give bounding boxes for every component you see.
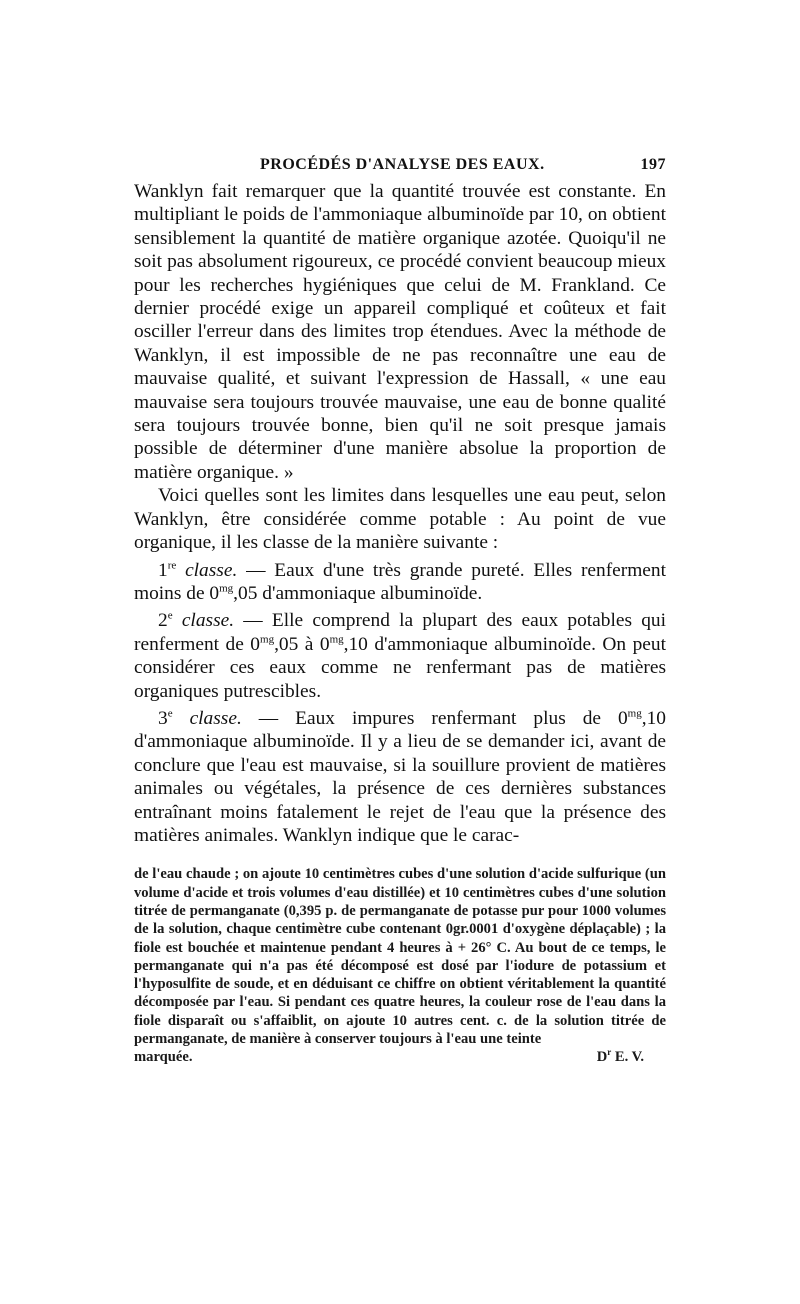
paragraph-wanklyn-method: Wanklyn fait remarquer que la quantité trouvée est constante. En multipliant le poids de l'ammoniaque albuminoïde par 10, on obtient sensiblement la quantité de matière organique azotée. Quoiqu'il ne soit pas absolument rigoureux, ce procédé convient beaucoup mieux pour les recherches hygiéniques que celui de M. Frankland. Ce dernier procédé exige un appareil compliqué et coûteux et fait osciller l'erreur dans des limites trop étendues. Avec la méthode de Wanklyn, il est impossible de ne pas reconnaître une eau de mauvaise qualité, et suivant l'expression de Hassall, « une eau mauvaise sera toujours trouvée mauvaise, une eau de bonne qualité sera toujours trouvée bonne, bien qu'il ne soit presque jamais possible de déterminer d'une manière absolue la proportion de matière organique. »: [134, 181, 666, 483]
signature-prefix: D: [596, 1049, 608, 1066]
footnote-last-word: marquée.: [134, 1049, 193, 1066]
class-number: 2: [158, 610, 168, 632]
unit-superscript: mg: [260, 633, 275, 646]
class-text: ,10 d'ammoniaque albuminoïde. On peut considérer ces eaux comme ne renfermant pas de matières organiques putrescibles.: [134, 633, 666, 702]
class-text: — Eaux d'une très grande pureté. Elles renferment moins de 0: [134, 559, 666, 604]
class-text: ,05 d'ammoniaque albuminoïde.: [233, 582, 483, 604]
signature-superscript: r: [607, 1047, 612, 1058]
signature-initials: E. V.: [611, 1049, 644, 1066]
book-page: [134, 150, 666, 1067]
footnote: [134, 865, 666, 1066]
class-ordinal-suffix: e: [167, 707, 173, 720]
class-label: classe.: [181, 610, 235, 632]
class-label: classe.: [185, 559, 238, 581]
page-number: 197: [640, 156, 666, 173]
unit-superscript: mg: [329, 633, 344, 646]
running-header: [134, 150, 666, 180]
unit-superscript: mg: [627, 707, 642, 720]
class-text: — Eaux impures renfermant plus de 0: [241, 707, 628, 729]
class-text: ,05 à 0: [274, 633, 330, 655]
class-label: classe.: [189, 707, 242, 729]
main-text: [134, 180, 666, 847]
footnote-signature: [597, 1048, 666, 1066]
footnote-text: de l'eau chaude ; on ajoute 10 centimètres cubes d'une solution d'acide sulfurique (un volume d'acide et trois volumes d'eau distillée) et 10 centimètres cubes d'une solution titrée de permanganate (0,395 p. de permanganate de potasse pur pour 1000 volumes de la solution, chaque centimètre cube contenant 0gr.0001 d'oxygène déplaçable) ; la fiole est bouchée et maintenue pendant 4 heures à + 26° C. Au bout de ce temps, le permanganate qui n'a pas été décomposé est dosé par l'iodure de potassium et l'hyposulfite de soude, et en déduisant ce chiffre on obtient véritablement la quantité décomposée par l'eau. Si pendant ces quatre heures, la couleur rose de l'eau dans la fiole disparaît ou s'affaiblit, on ajoute 10 autres cent. c. de la solution titrée de permanganate, de manière à conserver toujours à l'eau une teinte: [134, 866, 666, 1048]
class-text: ,10 d'ammoniaque albuminoïde. Il y a lieu de se demander ici, avant de conclure que l'eau est mauvaise, si la souillure provient de matières animales ou végétales, la présence de ces dernières substances entraînant moins fatalement le rejet de l'eau que la présence des matières animales. Wanklyn indique que le carac-: [134, 707, 666, 846]
class-number: 1: [158, 559, 168, 581]
footnote-signature-line: [134, 1048, 666, 1066]
paragraph-limits-intro: Voici quelles sont les limites dans lesquelles une eau peut, selon Wanklyn, être considérée comme potable : Au point de vue organique, il les classe de la manière suivante :: [134, 485, 666, 554]
class-ordinal-suffix: e: [167, 609, 173, 622]
class-text: — Elle comprend la plupart des eaux potables qui renferment de 0: [134, 610, 666, 655]
paragraph-class-2: [134, 609, 666, 703]
running-title: PROCÉDÉS D'ANALYSE DES EAUX.: [260, 156, 545, 173]
class-number: 3: [158, 707, 168, 729]
class-ordinal-suffix: re: [167, 559, 177, 572]
paragraph-class-1: [134, 559, 666, 606]
paragraph-class-3: [134, 707, 666, 847]
unit-superscript: mg: [219, 582, 234, 595]
